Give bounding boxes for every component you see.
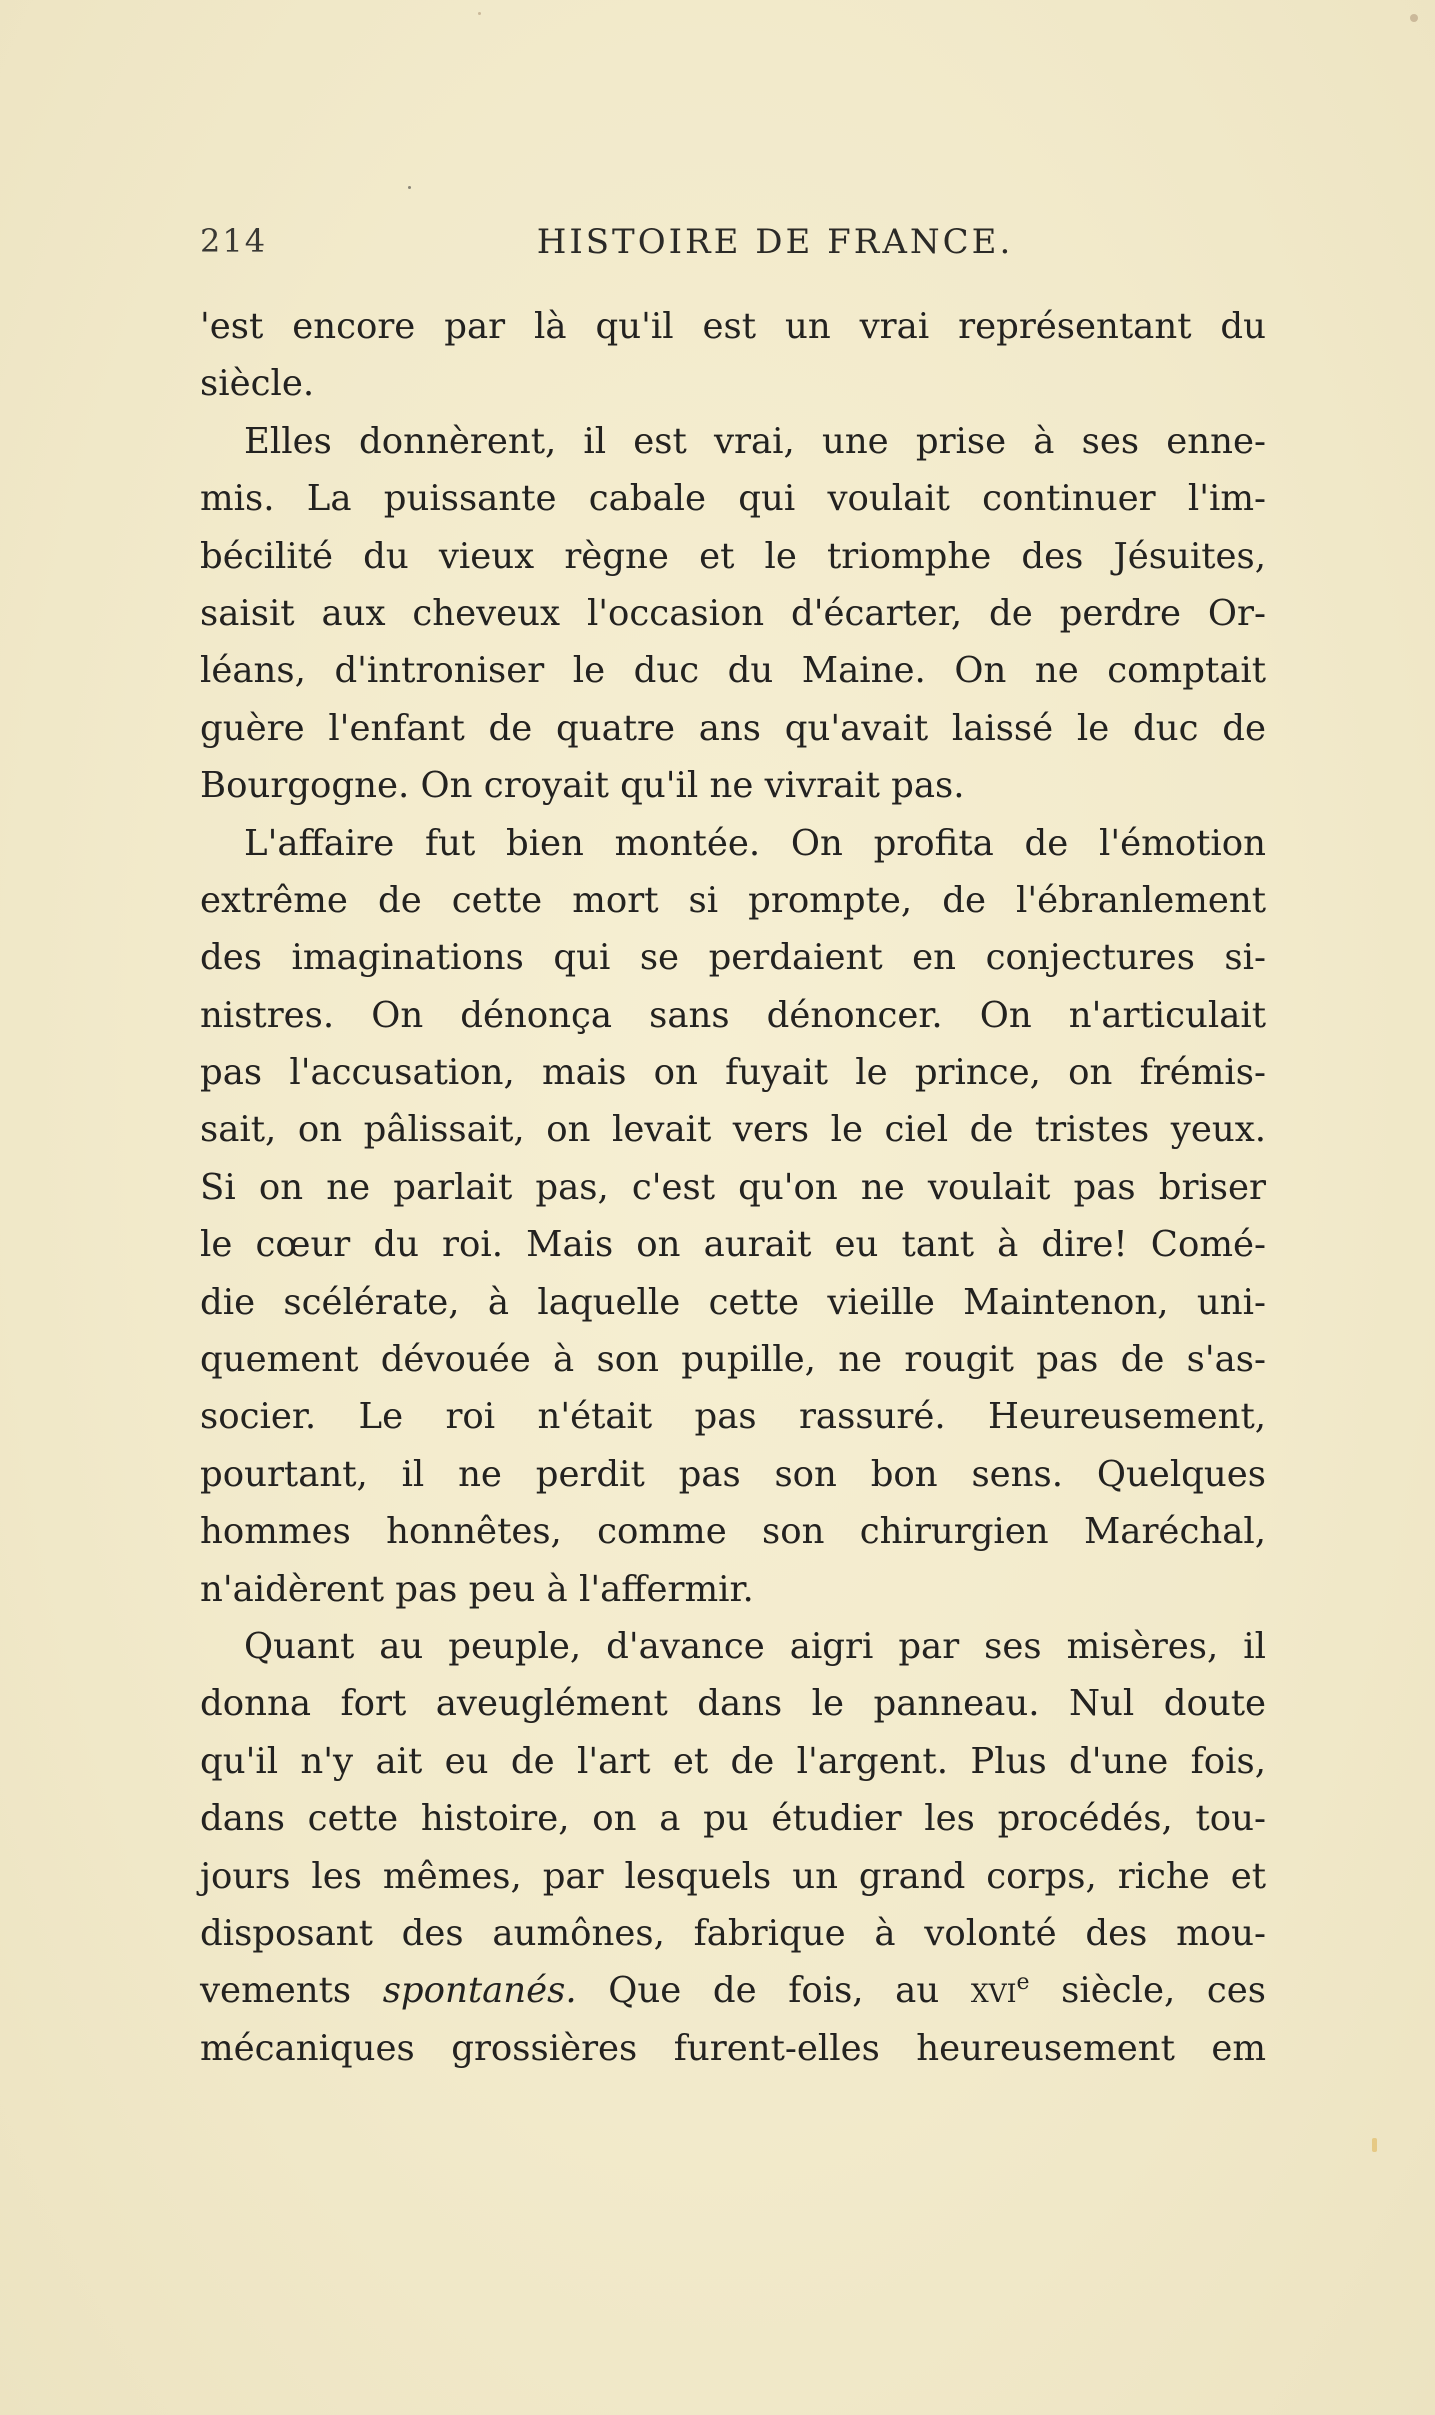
text-line: sait, on pâlissait, on levait vers le ciel de tristes yeux. <box>200 1109 1266 1151</box>
text-line: extrême de cette mort si prompte, de l'ébranlement <box>200 879 1266 921</box>
text-line: Quant au peuple, d'avance aigri par ses misères, il <box>244 1625 1266 1667</box>
text-line: L'affaire fut bien montée. On profita de l'émotion <box>244 822 1266 864</box>
text-line-with-italic <box>200 1962 1266 2019</box>
text-line: pas l'accusation, mais on fuyait le prince, on frémis- <box>200 1052 1266 1094</box>
text-line: jours les mêmes, par lesquels un grand corps, riche et <box>200 1855 1266 1897</box>
text-line: Si on ne parlait pas, c'est qu'on ne voulait pas briser <box>200 1166 1266 1208</box>
text-line: pourtant, il ne perdit pas son bon sens. Quelques <box>200 1453 1266 1495</box>
text-line: siècle. <box>200 363 315 405</box>
text-line: hommes honnêtes, comme son chirurgien Maréchal, <box>200 1511 1266 1553</box>
text-line: donna fort aveuglément dans le panneau. Nul doute <box>200 1683 1266 1725</box>
text-line: mécaniques grossières furent-elles heureusement em <box>200 2027 1266 2069</box>
text-line: die scélérate, à laquelle cette vieille Maintenon, uni- <box>200 1281 1266 1323</box>
text-line: le cœur du roi. Mais on aurait eu tant à dire! Comé- <box>200 1224 1266 1266</box>
text-line: saisit aux cheveux l'occasion d'écarter, de perdre Or- <box>200 592 1266 634</box>
page-number: 214 <box>200 222 268 260</box>
running-title: HISTOIRE DE FRANCE. <box>536 222 1014 262</box>
text-line: Elles donnèrent, il est vrai, une prise à ses enne- <box>244 420 1266 462</box>
text-line: mis. La puissante cabale qui voulait continuer l'im- <box>200 478 1266 520</box>
body-text <box>200 298 1266 2077</box>
text-line: dans cette histoire, on a pu étudier les procédés, tou- <box>200 1798 1266 1840</box>
text-line: 'est encore par là qu'il est un vrai représentant du <box>200 306 1266 347</box>
text-line: quement dévouée à son pupille, ne rougit pas de s'as- <box>200 1339 1266 1381</box>
paper-speck <box>478 12 481 15</box>
text-line: disposant des aumônes, fabrique à volonté des mou- <box>200 1912 1266 1954</box>
line-segment: Que de fois, au <box>576 1970 971 2012</box>
paper-speck <box>1410 14 1418 22</box>
italic-word: spontanés. <box>382 1970 577 2012</box>
text-line: bécilité du vieux règne et le triomphe des Jésuites, <box>200 535 1266 577</box>
running-head <box>200 222 1260 272</box>
paper-speck <box>1372 2138 1377 2152</box>
text-line: Bourgogne. On croyait qu'il ne vivrait pas. <box>200 765 965 807</box>
text-line: nistres. On dénonça sans dénoncer. On n'articulait <box>200 994 1266 1036</box>
text-line: qu'il n'y ait eu de l'art et de l'argent. Plus d'une fois, <box>200 1740 1266 1782</box>
text-line: n'aidèrent pas peu à l'affermir. <box>200 1568 754 1610</box>
paper-speck <box>408 186 411 189</box>
line-segment: vements <box>200 1970 383 2012</box>
text-line: socier. Le roi n'était pas rassuré. Heureusement, <box>200 1396 1266 1438</box>
superscript: e <box>1016 1970 1030 1996</box>
text-line: des imaginations qui se perdaient en conjectures si- <box>200 937 1266 979</box>
text-line: guère l'enfant de quatre ans qu'avait laissé le duc de <box>200 707 1266 749</box>
line-segment: siècle, ces <box>1029 1970 1266 2012</box>
text-line: léans, d'introniser le duc du Maine. On ne comptait <box>200 650 1266 692</box>
century-numeral: xvi <box>970 1970 1017 2012</box>
